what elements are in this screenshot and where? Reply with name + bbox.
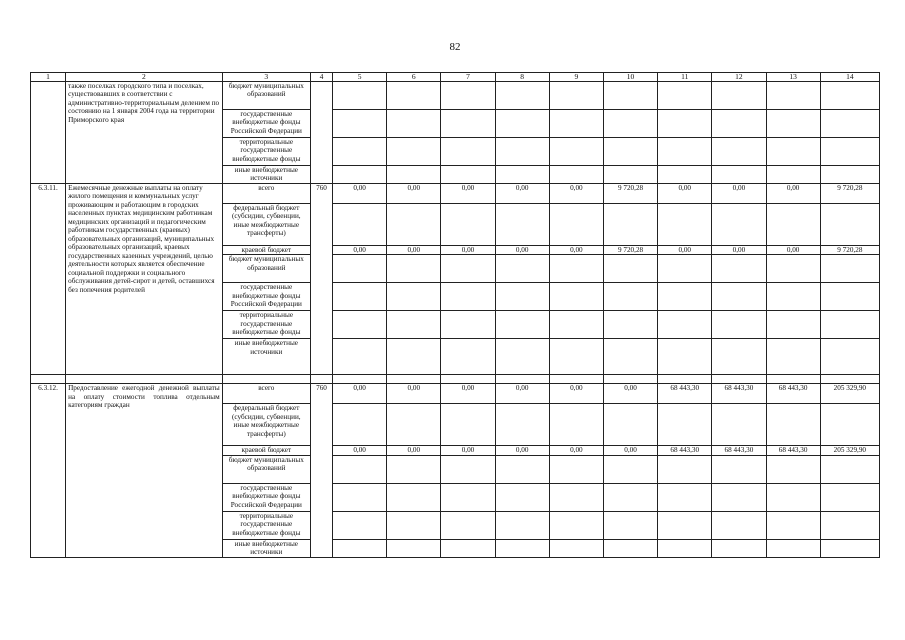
source-inye: иные внебюджетные источники [222, 339, 310, 375]
source-inye: иные внебюджетные источники [222, 166, 310, 184]
header-cell: 14 [820, 73, 879, 82]
value-cell: 0,00 [495, 446, 549, 455]
value-cell: 0,00 [658, 246, 712, 255]
value-cell: 0,00 [549, 384, 603, 404]
header-cell: 5 [333, 73, 387, 82]
source-gos-vnebud: государственные внебюджетные фонды Российской Федерации [222, 283, 310, 311]
source-total: всего [222, 384, 310, 404]
header-row [31, 73, 880, 82]
value-cell: 68 443,30 [766, 446, 820, 455]
header-cell: 4 [310, 73, 332, 82]
value-cell: 68 443,30 [658, 446, 712, 455]
source-gos-vnebud: государственные внебюджетные фонды Российской Федерации [222, 483, 310, 511]
item-description: Ежемесячные денежные выплаты на оплату жилого помещения и коммунальных услуг проживающим и работающим в городских населенных пунктах медицинским работникам медицинских организаций и педагогическим работникам государственных (краевых) образовательных организаций, муниципальных образовательных организаций, краевых государственных казенных учреждений, целью деятельности которых является обеспечение социальной поддержки и социального обслуживания детей-сирот и детей, оставшихся без попечения родителей [66, 184, 223, 375]
item-id: 6.3.12. [31, 384, 66, 557]
value-cell: 0,00 [495, 246, 549, 255]
value-cell: 9 720,28 [820, 246, 879, 255]
value-cell: 68 443,30 [712, 384, 766, 404]
value-cell: 68 443,30 [658, 384, 712, 404]
value-cell: 0,00 [549, 246, 603, 255]
value-cell: 0,00 [712, 184, 766, 204]
budget-table [30, 72, 880, 558]
page-number: 82 [449, 41, 461, 53]
value-cell: 0,00 [441, 246, 495, 255]
value-cell: 0,00 [603, 446, 657, 455]
table-row-spacer [31, 375, 880, 384]
source-gos-vnebud: государственные внебюджетные фонды Российской Федерации [222, 110, 310, 138]
value-cell: 0,00 [495, 184, 549, 204]
value-cell: 0,00 [387, 384, 441, 404]
header-cell: 12 [712, 73, 766, 82]
source-municipal: бюджет муниципальных образований [222, 82, 310, 110]
value-cell: 0,00 [712, 246, 766, 255]
value-cell: 0,00 [387, 246, 441, 255]
value-cell: 0,00 [441, 184, 495, 204]
header-cell: 11 [658, 73, 712, 82]
code-cell: 760 [310, 384, 332, 557]
source-terr-vnebud: территориальные государственные внебюджетные фонды [222, 511, 310, 539]
source-kraevoy: краевой бюджет [222, 446, 310, 455]
header-cell: 8 [495, 73, 549, 82]
source-federal: федеральный бюджет (субсидии, субвенции, иные межбюджетные трансферты) [222, 204, 310, 246]
source-total: всего [222, 184, 310, 204]
value-cell: 0,00 [333, 246, 387, 255]
table-row [31, 184, 880, 204]
value-cell: 0,00 [603, 384, 657, 404]
value-cell: 0,00 [333, 184, 387, 204]
source-terr-vnebud: территориальные государственные внебюджетные фонды [222, 311, 310, 339]
value-cell: 0,00 [387, 184, 441, 204]
header-cell: 2 [66, 73, 223, 82]
value-cell: 205 329,90 [820, 384, 879, 404]
item-description: также поселках городского типа и поселках, существовавших в соответствии с административно-территориальным делением по состоянию на 1 января 2004 года на территории Приморского края [66, 82, 223, 184]
value-cell: 68 443,30 [712, 446, 766, 455]
header-cell: 13 [766, 73, 820, 82]
header-cell: 6 [387, 73, 441, 82]
value-cell: 0,00 [766, 246, 820, 255]
header-cell: 3 [222, 73, 310, 82]
header-cell: 10 [603, 73, 657, 82]
value-cell: 9 720,28 [603, 184, 657, 204]
item-id-cell [31, 82, 66, 184]
header-cell: 7 [441, 73, 495, 82]
item-id: 6.3.11. [31, 184, 66, 375]
source-terr-vnebud: территориальные государственные внебюджетные фонды [222, 138, 310, 166]
header-cell: 9 [549, 73, 603, 82]
value-cell: 0,00 [549, 446, 603, 455]
table-row [31, 82, 880, 110]
source-municipal: бюджет муниципальных образований [222, 255, 310, 283]
table-row [31, 384, 880, 404]
source-inye: иные внебюджетные источники [222, 539, 310, 557]
value-cell: 9 720,28 [603, 246, 657, 255]
value-cell: 0,00 [658, 184, 712, 204]
value-cell: 0,00 [495, 384, 549, 404]
value-cell: 0,00 [333, 384, 387, 404]
value-cell: 68 443,30 [766, 384, 820, 404]
source-kraevoy: краевой бюджет [222, 246, 310, 255]
header-cell: 1 [31, 73, 66, 82]
value-cell: 0,00 [549, 184, 603, 204]
value-cell: 0,00 [387, 446, 441, 455]
value-cell: 0,00 [441, 384, 495, 404]
code-cell: 760 [310, 184, 332, 375]
value-cell: 0,00 [333, 446, 387, 455]
value-cell: 0,00 [441, 446, 495, 455]
source-federal: федеральный бюджет (субсидии, субвенции, иные межбюджетные трансферты) [222, 404, 310, 446]
value-cell: 9 720,28 [820, 184, 879, 204]
code-cell [310, 82, 332, 184]
value-cell: 205 329,90 [820, 446, 879, 455]
item-description: Предоставление ежегодной денежной выплаты на оплату стоимости топлива отдельным категориям граждан [66, 384, 223, 557]
source-municipal: бюджет муниципальных образований [222, 455, 310, 483]
value-cell: 0,00 [766, 184, 820, 204]
